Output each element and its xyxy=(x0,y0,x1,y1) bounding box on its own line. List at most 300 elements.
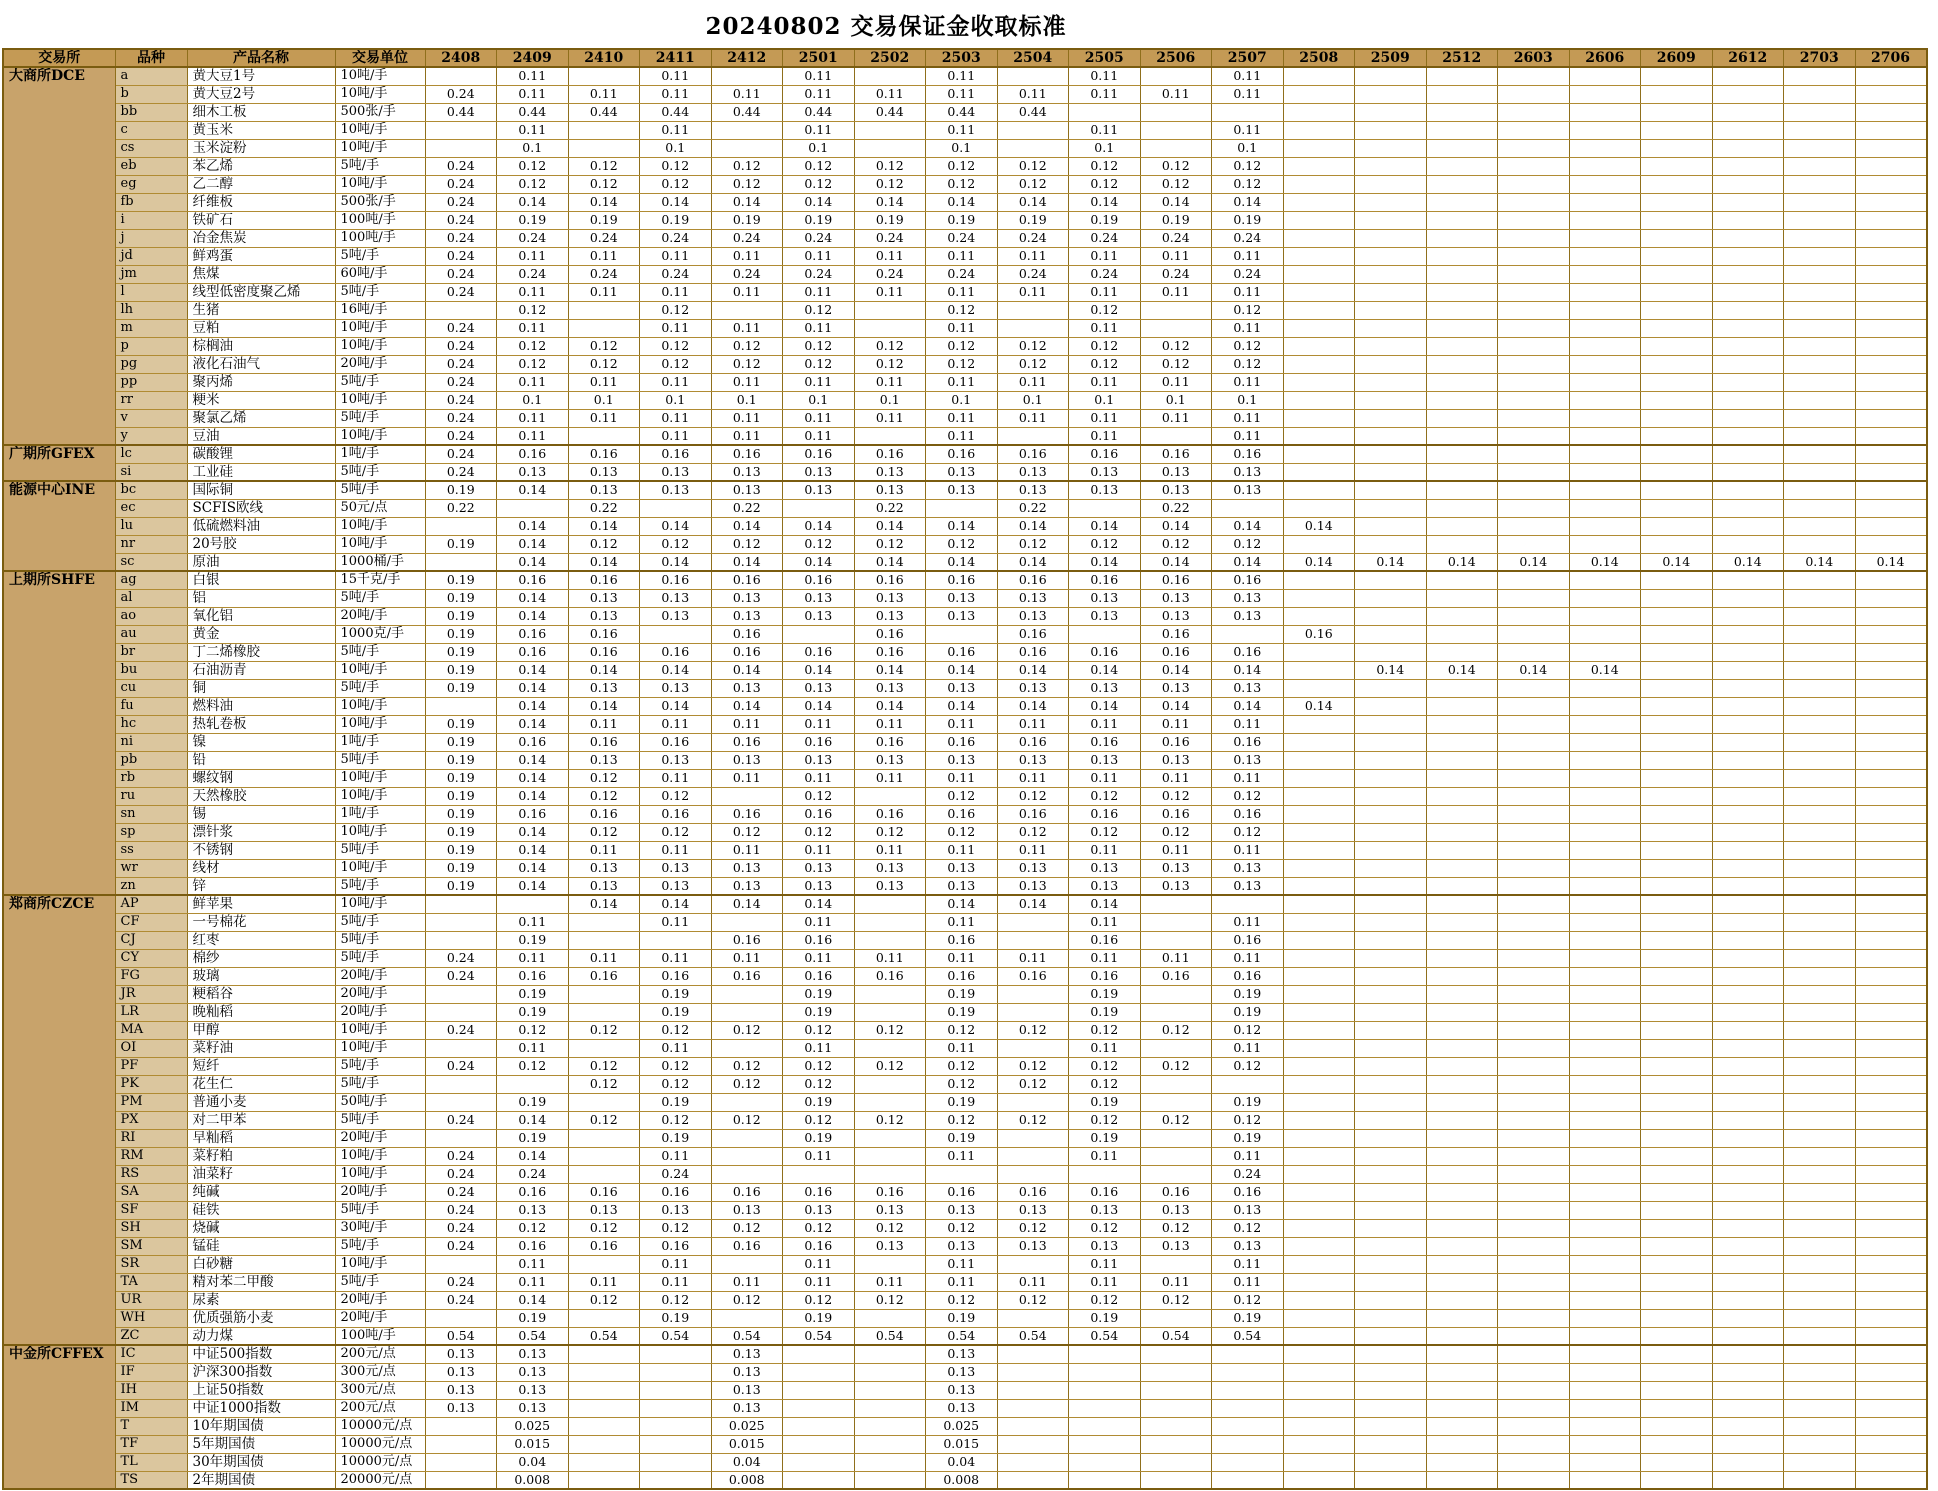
value-cell-fb-2408[interactable]: 0.24 xyxy=(425,193,497,211)
value-cell-fu-2505[interactable]: 0.14 xyxy=(1069,697,1141,715)
product-name-cell[interactable]: 国际铜 xyxy=(187,481,335,499)
value-cell-lu-2408[interactable] xyxy=(425,517,497,535)
value-cell-y-2501[interactable]: 0.11 xyxy=(783,427,855,445)
value-cell-T-2410[interactable] xyxy=(568,1417,640,1435)
value-cell-m-2408[interactable]: 0.24 xyxy=(425,319,497,337)
value-cell-IM-2412[interactable]: 0.13 xyxy=(711,1399,783,1417)
value-cell-IH-2408[interactable]: 0.13 xyxy=(425,1381,497,1399)
value-cell-rb-2501[interactable]: 0.11 xyxy=(783,769,855,787)
value-cell-PF-2501[interactable]: 0.12 xyxy=(783,1057,855,1075)
product-name-cell[interactable]: 短纤 xyxy=(187,1057,335,1075)
value-cell-bu-2512[interactable]: 0.14 xyxy=(1426,661,1498,679)
value-cell-c-2503[interactable]: 0.11 xyxy=(926,121,998,139)
product-name-cell[interactable]: 乙二醇 xyxy=(187,175,335,193)
value-cell-bu-2609[interactable] xyxy=(1641,661,1713,679)
value-cell-pg-2509[interactable] xyxy=(1355,355,1427,373)
value-cell-hc-2703[interactable] xyxy=(1784,715,1856,733)
value-cell-PM-2410[interactable] xyxy=(568,1093,640,1111)
value-cell-LR-2504[interactable] xyxy=(997,1003,1069,1021)
value-cell-FG-2501[interactable]: 0.16 xyxy=(783,967,855,985)
value-cell-SH-2504[interactable]: 0.12 xyxy=(997,1219,1069,1237)
value-cell-al-2603[interactable] xyxy=(1498,589,1570,607)
code-cell[interactable]: RM xyxy=(115,1147,187,1165)
value-cell-PF-2609[interactable] xyxy=(1641,1057,1713,1075)
value-cell-bu-2603[interactable]: 0.14 xyxy=(1498,661,1570,679)
value-cell-pg-2609[interactable] xyxy=(1641,355,1713,373)
value-cell-TF-2509[interactable] xyxy=(1355,1435,1427,1453)
value-cell-jd-2508[interactable] xyxy=(1283,247,1355,265)
value-cell-sn-2410[interactable]: 0.16 xyxy=(568,805,640,823)
value-cell-ss-2411[interactable]: 0.11 xyxy=(640,841,712,859)
value-cell-sc-2512[interactable]: 0.14 xyxy=(1426,553,1498,571)
value-cell-cs-2603[interactable] xyxy=(1498,139,1570,157)
product-name-cell[interactable]: 黄大豆1号 xyxy=(187,67,335,85)
value-cell-CF-2409[interactable]: 0.11 xyxy=(497,913,569,931)
value-cell-PK-2506[interactable] xyxy=(1140,1075,1212,1093)
value-cell-TF-2703[interactable] xyxy=(1784,1435,1856,1453)
value-cell-nr-2603[interactable] xyxy=(1498,535,1570,553)
value-cell-CJ-2612[interactable] xyxy=(1712,931,1784,949)
value-cell-y-2408[interactable]: 0.24 xyxy=(425,427,497,445)
value-cell-RM-2508[interactable] xyxy=(1283,1147,1355,1165)
value-cell-TF-2410[interactable] xyxy=(568,1435,640,1453)
value-cell-c-2410[interactable] xyxy=(568,121,640,139)
value-cell-RM-2502[interactable] xyxy=(854,1147,926,1165)
value-cell-lu-2503[interactable]: 0.14 xyxy=(926,517,998,535)
value-cell-eg-2612[interactable] xyxy=(1712,175,1784,193)
value-cell-pg-2409[interactable]: 0.12 xyxy=(497,355,569,373)
value-cell-PK-2508[interactable] xyxy=(1283,1075,1355,1093)
value-cell-CJ-2410[interactable] xyxy=(568,931,640,949)
value-cell-CF-2412[interactable] xyxy=(711,913,783,931)
unit-cell[interactable]: 100吨/手 xyxy=(335,1327,425,1345)
code-cell[interactable]: lu xyxy=(115,517,187,535)
value-cell-TS-2501[interactable] xyxy=(783,1471,855,1489)
value-cell-si-2612[interactable] xyxy=(1712,463,1784,481)
value-cell-l-2504[interactable]: 0.11 xyxy=(997,283,1069,301)
value-cell-JR-2706[interactable] xyxy=(1855,985,1927,1003)
code-cell[interactable]: p xyxy=(115,337,187,355)
value-cell-fb-2603[interactable] xyxy=(1498,193,1570,211)
value-cell-fb-2512[interactable] xyxy=(1426,193,1498,211)
value-cell-JR-2612[interactable] xyxy=(1712,985,1784,1003)
value-cell-PF-2603[interactable] xyxy=(1498,1057,1570,1075)
value-cell-j-2504[interactable]: 0.24 xyxy=(997,229,1069,247)
value-cell-RS-2506[interactable] xyxy=(1140,1165,1212,1183)
value-cell-eg-2606[interactable] xyxy=(1569,175,1641,193)
value-cell-FG-2507[interactable]: 0.16 xyxy=(1212,967,1284,985)
month-header-2603[interactable]: 2603 xyxy=(1498,49,1570,67)
value-cell-y-2706[interactable] xyxy=(1855,427,1927,445)
value-cell-c-2512[interactable] xyxy=(1426,121,1498,139)
value-cell-l-2412[interactable]: 0.11 xyxy=(711,283,783,301)
month-header-2412[interactable]: 2412 xyxy=(711,49,783,67)
value-cell-bc-2410[interactable]: 0.13 xyxy=(568,481,640,499)
value-cell-JR-2603[interactable] xyxy=(1498,985,1570,1003)
value-cell-UR-2603[interactable] xyxy=(1498,1291,1570,1309)
value-cell-JR-2507[interactable]: 0.19 xyxy=(1212,985,1284,1003)
value-cell-RS-2512[interactable] xyxy=(1426,1165,1498,1183)
value-cell-IC-2504[interactable] xyxy=(997,1345,1069,1363)
value-cell-PM-2506[interactable] xyxy=(1140,1093,1212,1111)
value-cell-l-2603[interactable] xyxy=(1498,283,1570,301)
value-cell-p-2508[interactable] xyxy=(1283,337,1355,355)
value-cell-UR-2703[interactable] xyxy=(1784,1291,1856,1309)
value-cell-sc-2412[interactable]: 0.14 xyxy=(711,553,783,571)
product-name-cell[interactable]: 纤维板 xyxy=(187,193,335,211)
value-cell-nr-2507[interactable]: 0.12 xyxy=(1212,535,1284,553)
value-cell-WH-2508[interactable] xyxy=(1283,1309,1355,1327)
value-cell-lc-2410[interactable]: 0.16 xyxy=(568,445,640,463)
unit-cell[interactable]: 10000元/点 xyxy=(335,1453,425,1471)
value-cell-cs-2505[interactable]: 0.1 xyxy=(1069,139,1141,157)
unit-cell[interactable]: 10吨/手 xyxy=(335,1147,425,1165)
value-cell-jm-2603[interactable] xyxy=(1498,265,1570,283)
value-cell-jm-2509[interactable] xyxy=(1355,265,1427,283)
value-cell-IC-2508[interactable] xyxy=(1283,1345,1355,1363)
value-cell-zn-2412[interactable]: 0.13 xyxy=(711,877,783,895)
value-cell-UR-2507[interactable]: 0.12 xyxy=(1212,1291,1284,1309)
code-cell[interactable]: IF xyxy=(115,1363,187,1381)
value-cell-rr-2703[interactable] xyxy=(1784,391,1856,409)
value-cell-RI-2411[interactable]: 0.19 xyxy=(640,1129,712,1147)
value-cell-au-2504[interactable]: 0.16 xyxy=(997,625,1069,643)
product-name-cell[interactable]: 聚氯乙烯 xyxy=(187,409,335,427)
value-cell-IH-2512[interactable] xyxy=(1426,1381,1498,1399)
value-cell-zn-2506[interactable]: 0.13 xyxy=(1140,877,1212,895)
value-cell-OI-2504[interactable] xyxy=(997,1039,1069,1057)
value-cell-ni-2504[interactable]: 0.16 xyxy=(997,733,1069,751)
value-cell-rr-2606[interactable] xyxy=(1569,391,1641,409)
value-cell-UR-2410[interactable]: 0.12 xyxy=(568,1291,640,1309)
value-cell-cs-2606[interactable] xyxy=(1569,139,1641,157)
value-cell-SA-2501[interactable]: 0.16 xyxy=(783,1183,855,1201)
value-cell-l-2502[interactable]: 0.11 xyxy=(854,283,926,301)
value-cell-pb-2409[interactable]: 0.14 xyxy=(497,751,569,769)
value-cell-m-2512[interactable] xyxy=(1426,319,1498,337)
value-cell-fu-2504[interactable]: 0.14 xyxy=(997,697,1069,715)
value-cell-br-2603[interactable] xyxy=(1498,643,1570,661)
value-cell-TS-2509[interactable] xyxy=(1355,1471,1427,1489)
value-cell-FG-2706[interactable] xyxy=(1855,967,1927,985)
value-cell-SM-2506[interactable]: 0.13 xyxy=(1140,1237,1212,1255)
value-cell-sc-2506[interactable]: 0.14 xyxy=(1140,553,1212,571)
value-cell-TL-2509[interactable] xyxy=(1355,1453,1427,1471)
value-cell-RM-2507[interactable]: 0.11 xyxy=(1212,1147,1284,1165)
value-cell-cs-2507[interactable]: 0.1 xyxy=(1212,139,1284,157)
value-cell-j-2603[interactable] xyxy=(1498,229,1570,247)
value-cell-sc-2505[interactable]: 0.14 xyxy=(1069,553,1141,571)
value-cell-fu-2603[interactable] xyxy=(1498,697,1570,715)
value-cell-jd-2501[interactable]: 0.11 xyxy=(783,247,855,265)
value-cell-CY-2509[interactable] xyxy=(1355,949,1427,967)
code-cell[interactable]: si xyxy=(115,463,187,481)
value-cell-hc-2512[interactable] xyxy=(1426,715,1498,733)
value-cell-l-2411[interactable]: 0.11 xyxy=(640,283,712,301)
value-cell-SH-2603[interactable] xyxy=(1498,1219,1570,1237)
value-cell-UR-2412[interactable]: 0.12 xyxy=(711,1291,783,1309)
value-cell-au-2501[interactable] xyxy=(783,625,855,643)
value-cell-br-2512[interactable] xyxy=(1426,643,1498,661)
value-cell-ru-2504[interactable]: 0.12 xyxy=(997,787,1069,805)
unit-cell[interactable]: 20吨/手 xyxy=(335,1291,425,1309)
value-cell-CJ-2606[interactable] xyxy=(1569,931,1641,949)
code-cell[interactable]: sn xyxy=(115,805,187,823)
value-cell-cu-2603[interactable] xyxy=(1498,679,1570,697)
unit-cell[interactable]: 10吨/手 xyxy=(335,859,425,877)
value-cell-SF-2609[interactable] xyxy=(1641,1201,1713,1219)
value-cell-SM-2505[interactable]: 0.13 xyxy=(1069,1237,1141,1255)
value-cell-ni-2503[interactable]: 0.16 xyxy=(926,733,998,751)
value-cell-au-2612[interactable] xyxy=(1712,625,1784,643)
value-cell-RI-2503[interactable]: 0.19 xyxy=(926,1129,998,1147)
value-cell-fu-2612[interactable] xyxy=(1712,697,1784,715)
value-cell-ec-2612[interactable] xyxy=(1712,499,1784,517)
value-cell-ru-2503[interactable]: 0.12 xyxy=(926,787,998,805)
value-cell-FG-2609[interactable] xyxy=(1641,967,1713,985)
value-cell-SR-2506[interactable] xyxy=(1140,1255,1212,1273)
value-cell-y-2506[interactable] xyxy=(1140,427,1212,445)
unit-cell[interactable]: 5吨/手 xyxy=(335,1273,425,1291)
value-cell-PM-2505[interactable]: 0.19 xyxy=(1069,1093,1141,1111)
value-cell-fb-2507[interactable]: 0.14 xyxy=(1212,193,1284,211)
value-cell-pg-2504[interactable]: 0.12 xyxy=(997,355,1069,373)
value-cell-eg-2408[interactable]: 0.24 xyxy=(425,175,497,193)
value-cell-IH-2609[interactable] xyxy=(1641,1381,1713,1399)
value-cell-SR-2508[interactable] xyxy=(1283,1255,1355,1273)
value-cell-bc-2606[interactable] xyxy=(1569,481,1641,499)
product-name-cell[interactable]: 晚籼稻 xyxy=(187,1003,335,1021)
value-cell-jd-2505[interactable]: 0.11 xyxy=(1069,247,1141,265)
value-cell-T-2703[interactable] xyxy=(1784,1417,1856,1435)
value-cell-TF-2603[interactable] xyxy=(1498,1435,1570,1453)
unit-cell[interactable]: 100吨/手 xyxy=(335,211,425,229)
value-cell-IM-2410[interactable] xyxy=(568,1399,640,1417)
value-cell-zn-2503[interactable]: 0.13 xyxy=(926,877,998,895)
value-cell-c-2508[interactable] xyxy=(1283,121,1355,139)
value-cell-si-2502[interactable]: 0.13 xyxy=(854,463,926,481)
value-cell-cs-2509[interactable] xyxy=(1355,139,1427,157)
value-cell-zn-2509[interactable] xyxy=(1355,877,1427,895)
value-cell-sn-2507[interactable]: 0.16 xyxy=(1212,805,1284,823)
unit-cell[interactable]: 5吨/手 xyxy=(335,751,425,769)
value-cell-PK-2509[interactable] xyxy=(1355,1075,1427,1093)
month-header-2706[interactable]: 2706 xyxy=(1855,49,1927,67)
month-header-2503[interactable]: 2503 xyxy=(926,49,998,67)
value-cell-pb-2411[interactable]: 0.13 xyxy=(640,751,712,769)
value-cell-a-2409[interactable]: 0.11 xyxy=(497,67,569,85)
value-cell-IC-2502[interactable] xyxy=(854,1345,926,1363)
value-cell-c-2609[interactable] xyxy=(1641,121,1713,139)
product-name-cell[interactable]: 20号胶 xyxy=(187,535,335,553)
value-cell-j-2503[interactable]: 0.24 xyxy=(926,229,998,247)
value-cell-pp-2603[interactable] xyxy=(1498,373,1570,391)
value-cell-ec-2512[interactable] xyxy=(1426,499,1498,517)
value-cell-CF-2509[interactable] xyxy=(1355,913,1427,931)
value-cell-pp-2503[interactable]: 0.11 xyxy=(926,373,998,391)
value-cell-ru-2509[interactable] xyxy=(1355,787,1427,805)
value-cell-LR-2508[interactable] xyxy=(1283,1003,1355,1021)
value-cell-IF-2603[interactable] xyxy=(1498,1363,1570,1381)
value-cell-FG-2506[interactable]: 0.16 xyxy=(1140,967,1212,985)
value-cell-T-2411[interactable] xyxy=(640,1417,712,1435)
value-cell-IM-2507[interactable] xyxy=(1212,1399,1284,1417)
value-cell-sp-2412[interactable]: 0.12 xyxy=(711,823,783,841)
value-cell-TA-2506[interactable]: 0.11 xyxy=(1140,1273,1212,1291)
value-cell-TF-2505[interactable] xyxy=(1069,1435,1141,1453)
value-cell-WH-2512[interactable] xyxy=(1426,1309,1498,1327)
product-name-cell[interactable]: 镍 xyxy=(187,733,335,751)
value-cell-CY-2411[interactable]: 0.11 xyxy=(640,949,712,967)
value-cell-lc-2412[interactable]: 0.16 xyxy=(711,445,783,463)
value-cell-sp-2408[interactable]: 0.19 xyxy=(425,823,497,841)
value-cell-bc-2505[interactable]: 0.13 xyxy=(1069,481,1141,499)
value-cell-TL-2503[interactable]: 0.04 xyxy=(926,1453,998,1471)
value-cell-SM-2412[interactable]: 0.16 xyxy=(711,1237,783,1255)
value-cell-IH-2409[interactable]: 0.13 xyxy=(497,1381,569,1399)
value-cell-IM-2409[interactable]: 0.13 xyxy=(497,1399,569,1417)
product-name-cell[interactable]: 烧碱 xyxy=(187,1219,335,1237)
unit-cell[interactable]: 10吨/手 xyxy=(335,337,425,355)
value-cell-j-2508[interactable] xyxy=(1283,229,1355,247)
value-cell-wr-2503[interactable]: 0.13 xyxy=(926,859,998,877)
value-cell-cu-2612[interactable] xyxy=(1712,679,1784,697)
unit-cell[interactable]: 10吨/手 xyxy=(335,1165,425,1183)
value-cell-jd-2409[interactable]: 0.11 xyxy=(497,247,569,265)
product-name-cell[interactable]: 线型低密度聚乙烯 xyxy=(187,283,335,301)
value-cell-T-2408[interactable] xyxy=(425,1417,497,1435)
value-cell-y-2603[interactable] xyxy=(1498,427,1570,445)
value-cell-PM-2706[interactable] xyxy=(1855,1093,1927,1111)
value-cell-lc-2508[interactable] xyxy=(1283,445,1355,463)
value-cell-ru-2408[interactable]: 0.19 xyxy=(425,787,497,805)
code-cell[interactable]: pp xyxy=(115,373,187,391)
value-cell-eb-2612[interactable] xyxy=(1712,157,1784,175)
value-cell-rb-2408[interactable]: 0.19 xyxy=(425,769,497,787)
code-cell[interactable]: PK xyxy=(115,1075,187,1093)
value-cell-ao-2706[interactable] xyxy=(1855,607,1927,625)
value-cell-eg-2411[interactable]: 0.12 xyxy=(640,175,712,193)
value-cell-cu-2508[interactable] xyxy=(1283,679,1355,697)
value-cell-cu-2504[interactable]: 0.13 xyxy=(997,679,1069,697)
value-cell-br-2509[interactable] xyxy=(1355,643,1427,661)
value-cell-jm-2411[interactable]: 0.24 xyxy=(640,265,712,283)
value-cell-ec-2507[interactable] xyxy=(1212,499,1284,517)
unit-cell[interactable]: 5吨/手 xyxy=(335,1057,425,1075)
value-cell-PX-2603[interactable] xyxy=(1498,1111,1570,1129)
value-cell-TL-2603[interactable] xyxy=(1498,1453,1570,1471)
value-cell-LR-2706[interactable] xyxy=(1855,1003,1927,1021)
value-cell-JR-2606[interactable] xyxy=(1569,985,1641,1003)
value-cell-pb-2505[interactable]: 0.13 xyxy=(1069,751,1141,769)
value-cell-wr-2508[interactable] xyxy=(1283,859,1355,877)
value-cell-ss-2512[interactable] xyxy=(1426,841,1498,859)
value-cell-MA-2410[interactable]: 0.12 xyxy=(568,1021,640,1039)
value-cell-rb-2412[interactable]: 0.11 xyxy=(711,769,783,787)
value-cell-PK-2410[interactable]: 0.12 xyxy=(568,1075,640,1093)
value-cell-JR-2503[interactable]: 0.19 xyxy=(926,985,998,1003)
value-cell-lh-2512[interactable] xyxy=(1426,301,1498,319)
unit-cell[interactable]: 5吨/手 xyxy=(335,409,425,427)
value-cell-MA-2509[interactable] xyxy=(1355,1021,1427,1039)
exchange-cell-1[interactable]: 广期所GFEX xyxy=(3,445,115,481)
value-cell-LR-2603[interactable] xyxy=(1498,1003,1570,1021)
value-cell-AP-2409[interactable] xyxy=(497,895,569,913)
value-cell-j-2408[interactable]: 0.24 xyxy=(425,229,497,247)
value-cell-j-2501[interactable]: 0.24 xyxy=(783,229,855,247)
value-cell-sn-2503[interactable]: 0.16 xyxy=(926,805,998,823)
unit-cell[interactable]: 5吨/手 xyxy=(335,481,425,499)
value-cell-RM-2509[interactable] xyxy=(1355,1147,1427,1165)
value-cell-j-2509[interactable] xyxy=(1355,229,1427,247)
product-name-cell[interactable]: 对二甲苯 xyxy=(187,1111,335,1129)
value-cell-p-2509[interactable] xyxy=(1355,337,1427,355)
value-cell-lc-2411[interactable]: 0.16 xyxy=(640,445,712,463)
value-cell-CF-2506[interactable] xyxy=(1140,913,1212,931)
value-cell-PF-2512[interactable] xyxy=(1426,1057,1498,1075)
value-cell-SR-2509[interactable] xyxy=(1355,1255,1427,1273)
value-cell-b-2501[interactable]: 0.11 xyxy=(783,85,855,103)
value-cell-i-2603[interactable] xyxy=(1498,211,1570,229)
value-cell-rr-2503[interactable]: 0.1 xyxy=(926,391,998,409)
code-cell[interactable]: AP xyxy=(115,895,187,913)
value-cell-ag-2603[interactable] xyxy=(1498,571,1570,589)
value-cell-l-2508[interactable] xyxy=(1283,283,1355,301)
unit-cell[interactable]: 10吨/手 xyxy=(335,535,425,553)
value-cell-ag-2609[interactable] xyxy=(1641,571,1713,589)
value-cell-JR-2502[interactable] xyxy=(854,985,926,1003)
product-name-cell[interactable]: 30年期国债 xyxy=(187,1453,335,1471)
value-cell-eb-2609[interactable] xyxy=(1641,157,1713,175)
product-name-cell[interactable]: 沪深300指数 xyxy=(187,1363,335,1381)
value-cell-ao-2502[interactable]: 0.13 xyxy=(854,607,926,625)
value-cell-l-2409[interactable]: 0.11 xyxy=(497,283,569,301)
value-cell-SM-2411[interactable]: 0.16 xyxy=(640,1237,712,1255)
product-name-cell[interactable]: 原油 xyxy=(187,553,335,571)
value-cell-sc-2603[interactable]: 0.14 xyxy=(1498,553,1570,571)
value-cell-p-2412[interactable]: 0.12 xyxy=(711,337,783,355)
value-cell-TL-2411[interactable] xyxy=(640,1453,712,1471)
value-cell-fu-2606[interactable] xyxy=(1569,697,1641,715)
value-cell-SH-2509[interactable] xyxy=(1355,1219,1427,1237)
value-cell-y-2512[interactable] xyxy=(1426,427,1498,445)
unit-cell[interactable]: 200元/点 xyxy=(335,1345,425,1363)
value-cell-eb-2504[interactable]: 0.12 xyxy=(997,157,1069,175)
value-cell-PF-2409[interactable]: 0.12 xyxy=(497,1057,569,1075)
value-cell-y-2503[interactable]: 0.11 xyxy=(926,427,998,445)
product-name-cell[interactable]: 豆油 xyxy=(187,427,335,445)
value-cell-IC-2409[interactable]: 0.13 xyxy=(497,1345,569,1363)
value-cell-IC-2706[interactable] xyxy=(1855,1345,1927,1363)
value-cell-si-2508[interactable] xyxy=(1283,463,1355,481)
value-cell-au-2506[interactable]: 0.16 xyxy=(1140,625,1212,643)
value-cell-T-2606[interactable] xyxy=(1569,1417,1641,1435)
value-cell-PX-2409[interactable]: 0.14 xyxy=(497,1111,569,1129)
value-cell-IF-2507[interactable] xyxy=(1212,1363,1284,1381)
value-cell-IM-2603[interactable] xyxy=(1498,1399,1570,1417)
product-name-cell[interactable]: 铅 xyxy=(187,751,335,769)
value-cell-lc-2502[interactable]: 0.16 xyxy=(854,445,926,463)
value-cell-SM-2512[interactable] xyxy=(1426,1237,1498,1255)
value-cell-SF-2503[interactable]: 0.13 xyxy=(926,1201,998,1219)
value-cell-RS-2411[interactable]: 0.24 xyxy=(640,1165,712,1183)
value-cell-au-2505[interactable] xyxy=(1069,625,1141,643)
value-cell-TL-2612[interactable] xyxy=(1712,1453,1784,1471)
value-cell-sp-2603[interactable] xyxy=(1498,823,1570,841)
value-cell-PF-2606[interactable] xyxy=(1569,1057,1641,1075)
value-cell-SA-2506[interactable]: 0.16 xyxy=(1140,1183,1212,1201)
value-cell-pp-2409[interactable]: 0.11 xyxy=(497,373,569,391)
